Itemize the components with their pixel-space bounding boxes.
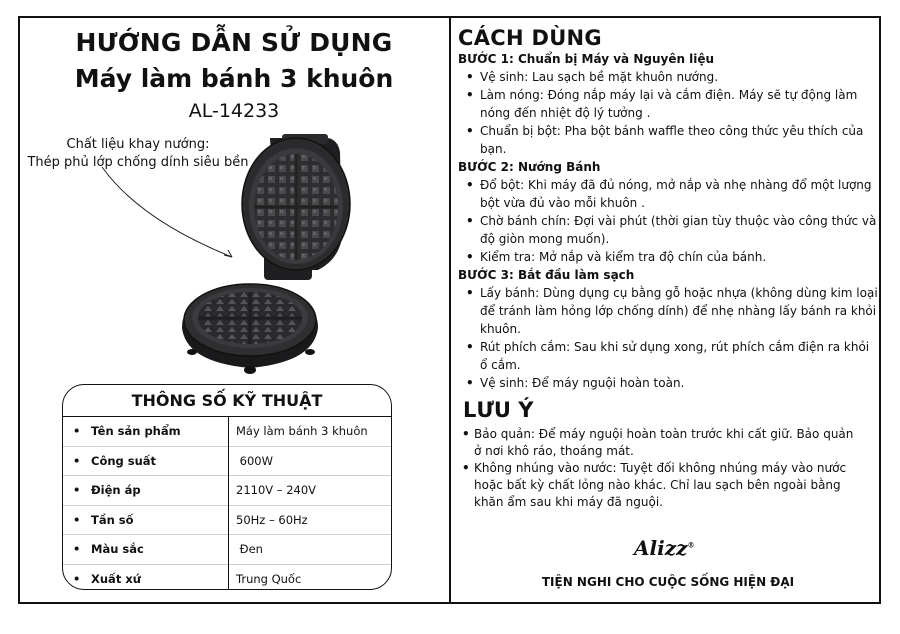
step-list — [458, 284, 878, 392]
spec-row — [63, 417, 391, 446]
list-item: • Rút phích cắm: Sau khi sử dụng xong, rút phích cắm điện ra khỏi ổ cắm. — [480, 338, 878, 374]
spec-key: • Tần số — [63, 505, 229, 535]
model-number: AL-14233 — [188, 100, 280, 122]
spec-table-box — [62, 384, 392, 590]
usage-section — [458, 26, 878, 511]
spec-value: 50Hz – 60Hz — [229, 505, 392, 535]
spec-key: • Công suất — [63, 446, 229, 476]
list-item: • Không nhúng vào nước: Tuyệt đối không nhúng máy vào nước hoặc bất kỳ chất lỏng nào khác. Chỉ lau sạch bên ngoài bằng khăn ẩm sau khi máy đã nguội. — [474, 460, 864, 511]
step-list — [458, 176, 878, 266]
spec-value: 2110V – 240V — [229, 476, 392, 506]
list-item: • Vệ sinh: Để máy nguội hoàn toàn. — [480, 374, 878, 392]
notes-list — [458, 426, 864, 511]
spec-key: • Tên sản phẩm — [63, 417, 229, 446]
spec-table-title: THÔNG SỐ KỸ THUẬT — [63, 385, 391, 417]
spec-row — [63, 476, 391, 506]
spec-key: • Điện áp — [63, 476, 229, 506]
list-item: • Chờ bánh chín: Đợi vài phút (thời gian tùy thuộc vào công thức và độ giòn mong muốn). — [480, 212, 878, 248]
spec-row — [63, 535, 391, 565]
spec-key: • Xuất xứ — [63, 564, 229, 590]
list-item: • Đổ bột: Khi máy đã đủ nóng, mở nắp và nhẹ nhàng đổ một lượng bột vừa đủ vào mỗi khuôn . — [480, 176, 878, 212]
step-heading: BƯỚC 1: Chuẩn bị Máy và Nguyên liệu — [458, 52, 715, 66]
material-callout-line2: Thép phủ lớp chống dính siêu bền — [27, 155, 249, 170]
notes-title: LƯU Ý — [463, 398, 534, 422]
product-name-title: Máy làm bánh 3 khuôn — [74, 64, 394, 93]
spec-value: 600W — [229, 446, 392, 476]
spec-table — [63, 417, 391, 590]
step-heading: BƯỚC 2: Nướng Bánh — [458, 160, 601, 174]
list-item: • Chuẩn bị bột: Pha bột bánh waffle theo công thức yêu thích của bạn. — [480, 122, 878, 158]
step-heading: BƯỚC 3: Bắt đầu làm sạch — [458, 268, 635, 282]
spec-value: Đen — [229, 535, 392, 565]
list-item: • Kiểm tra: Mở nắp và kiểm tra độ chín của bánh. — [480, 248, 878, 266]
usage-title: CÁCH DÙNG — [458, 26, 602, 50]
spec-row — [63, 446, 391, 476]
material-callout-line1: Chất liệu khay nướng: — [66, 137, 210, 152]
spec-key: • Màu sắc — [63, 535, 229, 565]
waffle-maker-image — [178, 130, 354, 378]
list-item: • Làm nóng: Đóng nắp máy lại và cắm điện. Máy sẽ tự động làm nóng đến nhiệt độ lý tưởng . — [480, 86, 878, 122]
list-item: • Bảo quản: Để máy nguội hoàn toàn trước khi cất giữ. Bảo quản ở nơi khô ráo, thoáng mát. — [474, 426, 864, 460]
manual-title: HƯỚNG DẪN SỬ DỤNG — [75, 28, 393, 57]
spec-value: Trung Quốc — [229, 564, 392, 590]
brand-logo: Alizz® — [634, 536, 695, 560]
list-item: • Vệ sinh: Lau sạch bề mặt khuôn nướng. — [480, 68, 878, 86]
spec-value: Máy làm bánh 3 khuôn — [236, 424, 368, 439]
step-list — [458, 68, 878, 158]
list-item: • Lấy bánh: Dùng dụng cụ bằng gỗ hoặc nhựa (không dùng kim loại để tránh làm hỏng lớp chống dính) để nhẹ nhàng lấy bánh ra khỏi khuôn. — [480, 284, 878, 338]
spec-row — [63, 564, 391, 590]
spec-row — [63, 505, 391, 535]
brand-tagline: TIỆN NGHI CHO CUỘC SỐNG HIỆN ĐẠI — [541, 575, 795, 589]
